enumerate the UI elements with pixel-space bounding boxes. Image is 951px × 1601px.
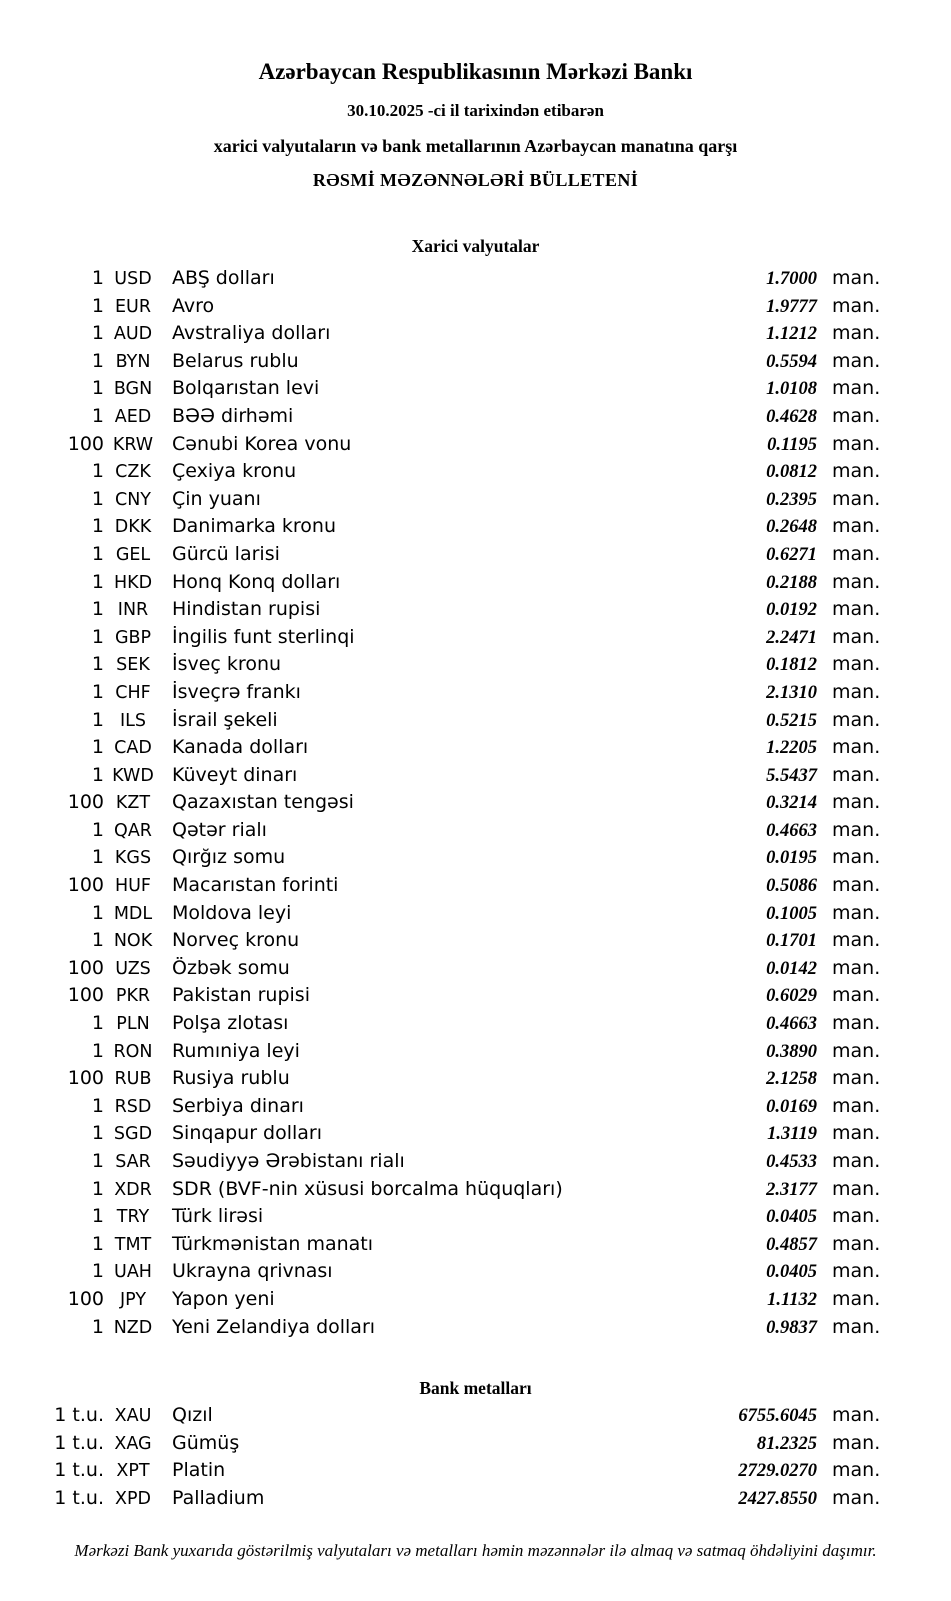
manat-unit-label: man.	[832, 267, 881, 289]
rate-value: 1.1132	[767, 1289, 817, 1310]
currency-code: QAR	[114, 820, 152, 841]
rate-value: 0.1812	[766, 655, 817, 676]
currency-row	[40, 458, 880, 486]
quantity: 1	[91, 322, 104, 345]
metal-row	[40, 1457, 880, 1485]
currency-code: XDR	[114, 1179, 152, 1200]
currency-row	[40, 872, 880, 900]
currency-code: GEL	[115, 544, 151, 565]
currency-code: TRY	[116, 1207, 150, 1228]
currency-name: Moldova leyi	[172, 901, 292, 924]
currency-row	[40, 1203, 880, 1231]
manat-unit-label: man.	[832, 956, 881, 979]
currency-code: SGD	[113, 1124, 153, 1145]
rate-value: 1.3119	[767, 1124, 817, 1145]
currency-code: NZD	[113, 1317, 153, 1338]
rate-value: 81.2325	[756, 1433, 817, 1454]
manat-unit-label: man.	[832, 1067, 881, 1090]
currency-row	[40, 624, 880, 652]
rate-value: 0.2395	[766, 489, 817, 510]
currency-code: BGN	[113, 379, 153, 400]
currency-code: HUF	[114, 876, 152, 897]
manat-unit-label: man.	[832, 322, 881, 345]
rate-value: 0.0812	[766, 462, 817, 483]
currency-code: PLN	[116, 1014, 150, 1035]
currency-code: XAU	[114, 1406, 152, 1427]
manat-unit-label: man.	[832, 570, 881, 593]
currency-name: Qırğız somu	[172, 846, 286, 869]
quantity: 1	[91, 1260, 104, 1283]
rate-value: 0.6271	[766, 544, 817, 565]
quantity: 1 t.u.	[54, 1431, 104, 1454]
quantity: 1	[91, 1205, 104, 1228]
currency-name: Bolqarıstan levi	[172, 377, 320, 400]
quantity: 1	[91, 1177, 104, 1200]
manat-unit-label: man.	[832, 1122, 881, 1145]
quantity: 1	[91, 1039, 104, 1062]
currency-name: Çexiya kronu	[172, 460, 297, 483]
currency-name: Gümüş	[172, 1431, 240, 1454]
rate-value: 0.9837	[766, 1317, 817, 1338]
currency-name: Polşa zlotası	[172, 1012, 289, 1035]
currency-row	[40, 789, 880, 817]
manat-unit-label: man.	[832, 1287, 881, 1310]
rate-value: 1.7000	[766, 269, 817, 289]
currency-code: CNY	[115, 489, 151, 510]
manat-unit-label: man.	[832, 487, 881, 510]
manat-unit-label: man.	[832, 1094, 881, 1117]
manat-unit-label: man.	[832, 1315, 881, 1338]
currency-row	[40, 817, 880, 845]
bulletin-title: RƏSMİ MƏZƏNNƏLƏRİ BÜLLETENİ	[312, 170, 639, 190]
currency-code: UZS	[115, 958, 151, 979]
rate-value: 0.6029	[766, 986, 817, 1007]
quantity: 1	[91, 404, 104, 427]
manat-unit-label: man.	[832, 1404, 881, 1427]
currency-row	[40, 541, 880, 569]
rate-value: 0.0405	[766, 1262, 817, 1283]
currency-row	[40, 927, 880, 955]
quantity: 1	[91, 570, 104, 593]
currency-row	[40, 265, 880, 293]
currency-name: Hindistan rupisi	[172, 598, 321, 621]
rate-value: 2.3177	[766, 1179, 817, 1200]
manat-unit-label: man.	[832, 791, 881, 814]
manat-unit-label: man.	[832, 984, 881, 1007]
quantity: 100	[67, 984, 104, 1007]
rate-value: 2.1258	[766, 1069, 817, 1090]
currency-row	[40, 844, 880, 872]
currency-code: UAH	[114, 1262, 152, 1283]
manat-unit-label: man.	[832, 542, 881, 565]
currency-row	[40, 348, 880, 376]
currency-name: Rusiya rublu	[172, 1067, 290, 1090]
rate-value: 0.5215	[766, 710, 817, 731]
rate-value: 2729.0270	[738, 1461, 817, 1482]
currency-name: Serbiya dinarı	[172, 1094, 304, 1117]
currency-code: CHF	[115, 682, 151, 703]
quantity: 1	[91, 818, 104, 841]
rate-value: 5.5437	[766, 765, 817, 786]
manat-unit-label: man.	[832, 680, 881, 703]
manat-unit-label: man.	[832, 460, 881, 483]
rate-value: 1.2205	[766, 738, 817, 759]
metal-row	[40, 1485, 880, 1513]
currency-code: XPT	[116, 1461, 150, 1482]
currency-name: İsveçrə frankı	[172, 680, 301, 703]
rate-value: 0.2188	[766, 572, 817, 593]
currency-code: CZK	[115, 462, 151, 483]
currency-code: EUR	[114, 296, 152, 317]
currency-code: ILS	[119, 710, 147, 731]
quantity: 100	[67, 432, 104, 455]
currency-code: HKD	[113, 572, 153, 593]
currency-code: INR	[117, 600, 149, 621]
currency-code: KGS	[114, 848, 152, 869]
manat-unit-label: man.	[832, 294, 881, 317]
currency-name: Ukrayna qrivnası	[172, 1260, 333, 1283]
currency-code: BYN	[115, 351, 151, 372]
currency-name: Küveyt dinarı	[172, 763, 298, 786]
manat-unit-label: man.	[832, 1150, 881, 1172]
rate-value: 0.4857	[766, 1234, 817, 1255]
quantity: 1	[91, 846, 104, 869]
currency-code: RSD	[114, 1096, 152, 1117]
currency-row	[40, 1286, 880, 1314]
rate-value: 0.0169	[766, 1096, 817, 1117]
currency-name: Pakistan rupisi	[172, 984, 310, 1007]
manat-unit-label: man.	[832, 846, 881, 869]
currency-code: SEK	[116, 655, 150, 676]
quantity: 1	[91, 1122, 104, 1145]
currency-row	[40, 1038, 880, 1066]
currency-row	[40, 1120, 880, 1148]
quantity: 1	[91, 1094, 104, 1117]
currency-row	[40, 707, 880, 735]
currency-row	[40, 1093, 880, 1121]
currency-code: XPD	[114, 1488, 152, 1509]
effective-date-line: 30.10.2025 -ci il tarixindən etibarən	[347, 101, 604, 120]
currency-row	[40, 1176, 880, 1204]
currency-row	[40, 403, 880, 431]
currency-name: İngilis funt sterlinqi	[172, 625, 355, 648]
currency-code: XAG	[114, 1433, 152, 1454]
rate-value: 0.1701	[766, 931, 817, 952]
rate-value: 0.4663	[766, 820, 817, 841]
quantity: 1	[91, 1232, 104, 1255]
quantity: 1 t.u.	[54, 1486, 104, 1509]
quantity: 1	[91, 542, 104, 565]
currency-row	[40, 679, 880, 707]
currency-code: CAD	[114, 738, 152, 759]
currency-code: KWD	[112, 765, 154, 786]
rate-value: 0.0142	[766, 958, 817, 979]
currency-name: İsveç kronu	[172, 653, 282, 676]
currency-name: Yeni Zelandiya dolları	[172, 1315, 376, 1338]
currency-code: RUB	[114, 1069, 152, 1090]
currency-name: Sinqapur dolları	[172, 1122, 323, 1145]
rate-value: 0.4628	[766, 406, 817, 427]
currency-name: Kanada dolları	[172, 736, 309, 759]
metal-row	[40, 1430, 880, 1458]
quantity: 1	[91, 460, 104, 483]
quantity: 1 t.u.	[54, 1404, 104, 1427]
manat-unit-label: man.	[832, 763, 881, 786]
rate-value: 0.4533	[766, 1152, 817, 1172]
currency-code: JPY	[119, 1289, 147, 1310]
currency-name: İsrail şekeli	[172, 708, 278, 731]
quantity: 1	[91, 1150, 104, 1172]
currency-row	[40, 1258, 880, 1286]
manat-unit-label: man.	[832, 653, 881, 676]
currency-code: KZT	[115, 793, 151, 814]
manat-unit-label: man.	[832, 349, 881, 372]
currency-name: Norveç kronu	[172, 929, 300, 952]
currency-code: GBP	[114, 627, 152, 648]
quantity: 1	[91, 377, 104, 400]
quantity: 1	[91, 763, 104, 786]
quantity: 1	[91, 1012, 104, 1035]
currency-row	[40, 1065, 880, 1093]
currency-row	[40, 1010, 880, 1038]
manat-unit-label: man.	[832, 1459, 881, 1482]
currency-row	[40, 734, 880, 762]
currency-row	[40, 431, 880, 459]
quantity: 1 t.u.	[54, 1459, 104, 1482]
quantity: 100	[67, 1067, 104, 1090]
currency-code: USD	[114, 269, 152, 289]
quantity: 1	[91, 736, 104, 759]
quantity: 1	[91, 625, 104, 648]
currency-code: SAR	[115, 1152, 151, 1172]
currency-row	[40, 982, 880, 1010]
quantity: 1	[91, 598, 104, 621]
quantity: 1	[91, 294, 104, 317]
currency-name: Palladium	[172, 1486, 265, 1509]
currency-name: Türkmənistan manatı	[172, 1232, 374, 1255]
currency-code: RON	[113, 1041, 153, 1062]
currency-name: Avstraliya dolları	[172, 322, 331, 345]
currency-name: Belarus rublu	[172, 349, 299, 372]
rate-value: 0.4663	[766, 1014, 817, 1035]
rate-value: 1.1212	[766, 324, 817, 345]
rate-value: 0.2648	[766, 517, 817, 538]
manat-unit-label: man.	[832, 929, 881, 952]
currency-code: AED	[114, 406, 152, 427]
currency-name: Danimarka kronu	[172, 515, 337, 538]
currency-name: Türk lirəsi	[172, 1205, 264, 1228]
manat-unit-label: man.	[832, 432, 881, 455]
rate-value: 1.9777	[766, 296, 817, 317]
rate-value: 0.3214	[766, 793, 817, 814]
quantity: 1	[91, 680, 104, 703]
currency-row	[40, 320, 880, 348]
manat-unit-label: man.	[832, 901, 881, 924]
currency-name: Avro	[172, 294, 215, 317]
currency-name: Yapon yeni	[172, 1287, 275, 1310]
quantity: 1	[91, 708, 104, 731]
currency-code: NOK	[113, 931, 153, 952]
currency-row	[40, 651, 880, 679]
manat-unit-label: man.	[832, 708, 881, 731]
quantity: 1	[91, 487, 104, 510]
rate-value: 0.0195	[766, 848, 817, 869]
quantity: 100	[67, 1287, 104, 1310]
currency-code: AUD	[113, 324, 153, 345]
quantity: 1	[91, 515, 104, 538]
currency-name: Rumıniya leyi	[172, 1039, 300, 1062]
currency-row	[40, 486, 880, 514]
manat-unit-label: man.	[832, 515, 881, 538]
rate-value: 0.5086	[766, 876, 817, 897]
rate-value: 0.0192	[766, 600, 817, 621]
quantity: 1	[91, 1315, 104, 1338]
metal-row	[40, 1402, 880, 1430]
currency-name: Cənubi Korea vonu	[172, 432, 352, 455]
manat-unit-label: man.	[832, 404, 881, 427]
manat-unit-label: man.	[832, 1039, 881, 1062]
metals-section-heading: Bank metalları	[419, 1378, 532, 1399]
rate-value: 0.5594	[766, 351, 817, 372]
rate-value: 0.1005	[766, 903, 817, 924]
currency-code: MDL	[113, 903, 153, 924]
rate-value: 2.1310	[766, 682, 817, 703]
currency-row	[40, 955, 880, 983]
currency-name: Səudiyyə Ərəbistanı rialı	[172, 1150, 405, 1172]
currency-row	[40, 569, 880, 597]
manat-unit-label: man.	[832, 625, 881, 648]
currencies-section-heading: Xarici valyutalar	[411, 236, 540, 256]
manat-unit-label: man.	[832, 1486, 881, 1509]
currency-code: PKR	[115, 986, 151, 1007]
currency-name: ABŞ dolları	[172, 267, 275, 289]
currency-row	[40, 375, 880, 403]
currency-name: Honq Konq dolları	[172, 570, 341, 593]
currency-row	[40, 1314, 880, 1342]
quantity: 100	[67, 791, 104, 814]
manat-unit-label: man.	[832, 1232, 881, 1255]
currency-code: KRW	[112, 434, 154, 455]
currency-row	[40, 513, 880, 541]
quantity: 1	[91, 901, 104, 924]
quantity: 100	[67, 874, 104, 897]
currency-name: Macarıstan forinti	[172, 874, 339, 897]
rate-value: 2427.8550	[738, 1488, 817, 1509]
currency-name: Qazaxıstan tengəsi	[172, 791, 354, 814]
manat-unit-label: man.	[832, 1205, 881, 1228]
rate-value: 0.1195	[767, 434, 817, 455]
currency-name: Özbək somu	[172, 956, 290, 979]
currency-row	[40, 900, 880, 928]
footer-note: Mərkəzi Bank yuxarıda göstərilmiş valyutaları və metalları həmin məzənnələr ilə almaq və satmaq öhdəliyini daşımır.	[74, 1540, 877, 1560]
quantity: 1	[91, 267, 104, 289]
currency-name: Qızıl	[172, 1404, 213, 1427]
quantity: 1	[91, 349, 104, 372]
metals-table	[0, 1402, 951, 1512]
quantity: 100	[67, 956, 104, 979]
rate-value: 2.2471	[766, 627, 817, 648]
currency-row	[40, 596, 880, 624]
currency-code: TMT	[114, 1234, 152, 1255]
currency-name: Gürcü larisi	[172, 542, 280, 565]
currencies-table	[0, 265, 951, 1341]
rate-value: 0.3890	[766, 1041, 817, 1062]
manat-unit-label: man.	[832, 1431, 881, 1454]
rate-value: 0.0405	[766, 1207, 817, 1228]
rate-value: 6755.6045	[738, 1406, 817, 1427]
manat-unit-label: man.	[832, 1177, 881, 1200]
page-title: Azərbaycan Respublikasının Mərkəzi Bankı	[258, 59, 693, 84]
scope-line: xarici valyutaların və bank metallarının Azərbaycan manatına qarşı	[213, 136, 738, 156]
currency-row	[40, 1231, 880, 1259]
currency-name: BƏƏ dirhəmi	[172, 404, 294, 427]
quantity: 1	[91, 929, 104, 952]
manat-unit-label: man.	[832, 377, 881, 400]
currency-row	[40, 293, 880, 321]
currency-name: Qətər rialı	[172, 818, 267, 841]
manat-unit-label: man.	[832, 598, 881, 621]
currency-name: Çin yuanı	[172, 487, 261, 510]
manat-unit-label: man.	[832, 818, 881, 841]
manat-unit-label: man.	[832, 1260, 881, 1283]
rate-value: 1.0108	[766, 379, 817, 400]
currency-name: SDR (BVF-nin xüsusi borcalma hüquqları)	[172, 1177, 563, 1200]
manat-unit-label: man.	[832, 736, 881, 759]
manat-unit-label: man.	[832, 874, 881, 897]
currency-code: DKK	[114, 517, 152, 538]
quantity: 1	[91, 653, 104, 676]
manat-unit-label: man.	[832, 1012, 881, 1035]
currency-row	[40, 762, 880, 790]
currency-name: Platin	[172, 1459, 226, 1482]
currency-row	[40, 1148, 880, 1176]
